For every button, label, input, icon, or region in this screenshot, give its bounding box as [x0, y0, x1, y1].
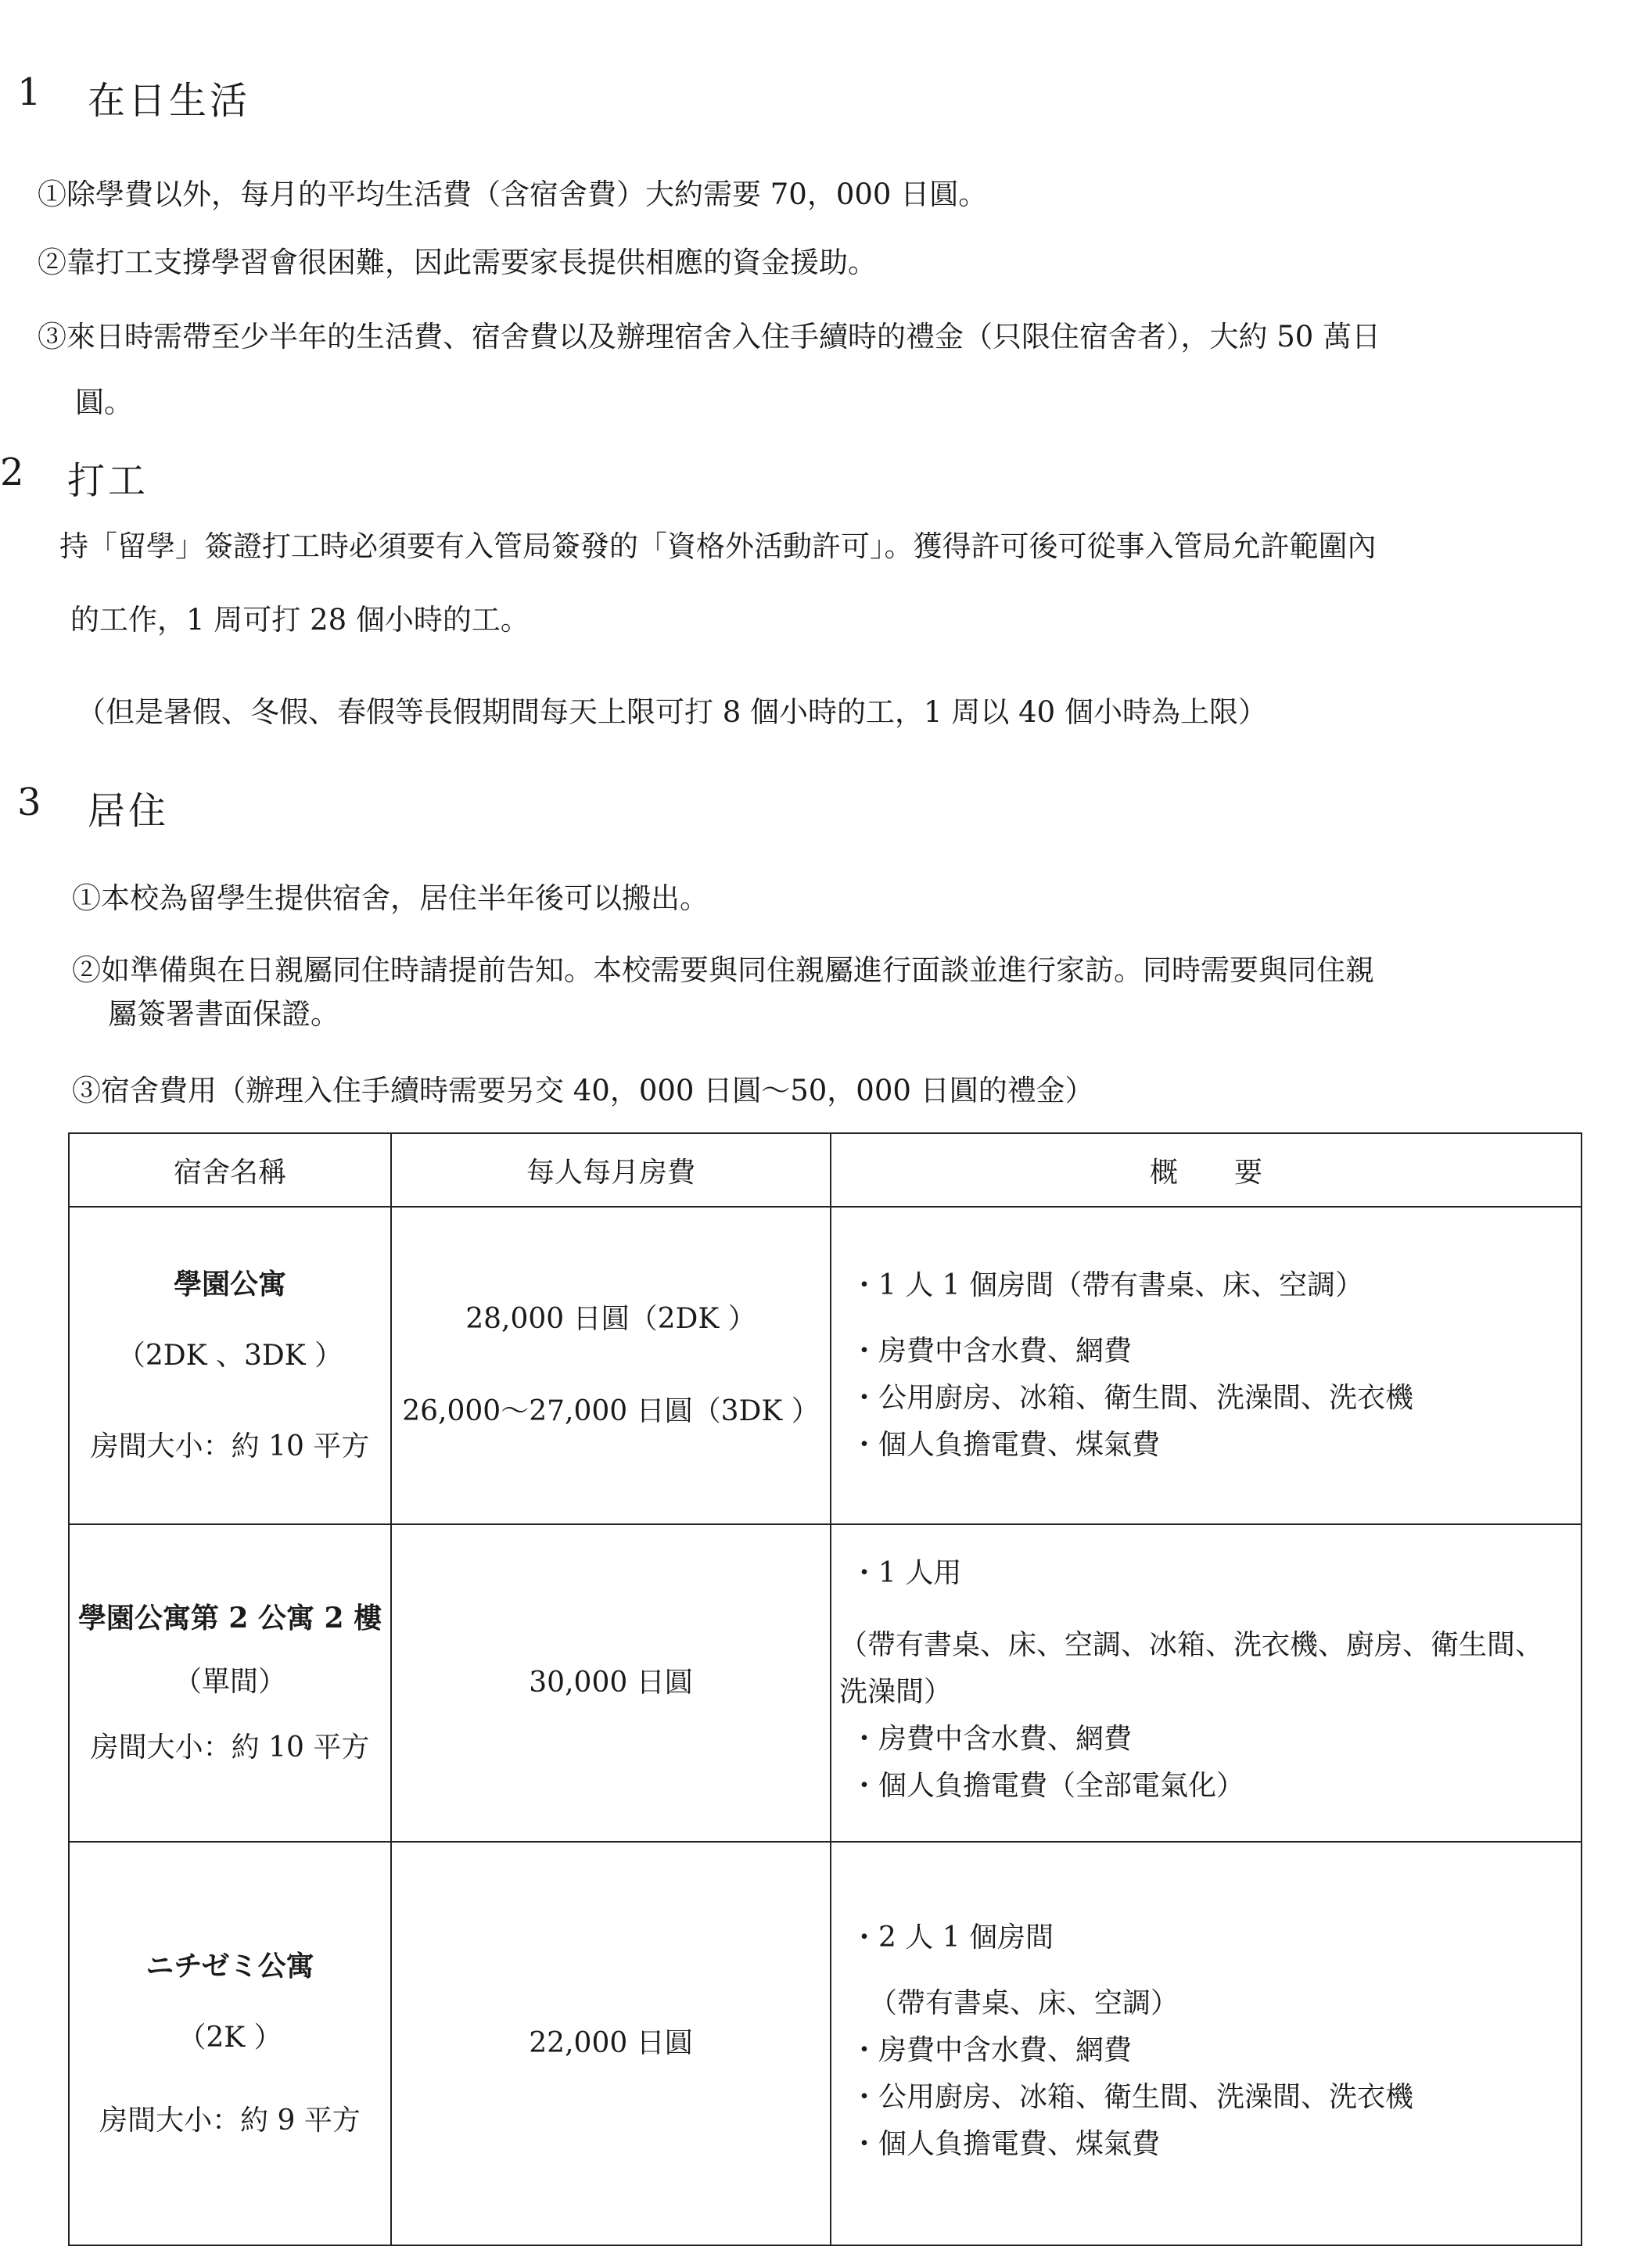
dorm-size: 房間大小：約 10 平方	[90, 1430, 370, 1462]
dormitory-table	[68, 1132, 1582, 2246]
overview-line: ・1 人用	[850, 1557, 962, 1589]
overview-line: ・房費中含水費、網費	[850, 1723, 1133, 1755]
overview-line: ・房費中含水費、網費	[850, 1335, 1133, 1367]
s1-item-3: ③來日時需帶至少半年的生活費、宿舍費以及辦理宿舍入住手續時的禮金（只限住宿舍者），大約 50 萬日	[38, 320, 1381, 353]
table-row	[69, 1207, 1582, 1524]
s3-item-3: ③宿舍費用（辦理入住手續時需要另交 40，000 日圓～50，000 日圓的禮金）	[72, 1074, 1094, 1107]
section-1-title: 在日生活	[88, 79, 251, 123]
rent-cell	[391, 1207, 831, 1524]
section-2-title: 打工	[67, 459, 149, 503]
dorm-name: 學園公寓	[173, 1268, 286, 1301]
dorm-name-cell	[69, 1207, 391, 1524]
overview-line: ・個人負擔電費、煤氣費	[850, 2128, 1161, 2160]
dorm-name-cell	[69, 1842, 391, 2245]
overview-line: ・1 人 1 個房間（帶有書桌、床、空調）	[850, 1269, 1364, 1301]
dorm-type: （2K ）	[178, 2022, 282, 2054]
overview-line: ・公用廚房、冰箱、衛生間、洗澡間、洗衣機	[850, 2081, 1414, 2113]
dorm-size: 房間大小：約 10 平方	[90, 1732, 370, 1764]
s1-item-3-cont: 圓。	[75, 386, 133, 419]
s3-item-2-cont: 屬簽署書面保證。	[108, 997, 339, 1031]
header-dorm-name: 宿舍名稱	[69, 1133, 391, 1207]
dorm-size: 房間大小：約 9 平方	[99, 2105, 361, 2137]
table-row	[69, 1842, 1582, 2245]
overview-line: （帶有書桌、床、空調、冰箱、洗衣機、廚房、衛生間、	[839, 1629, 1544, 1661]
s2-line-1: 持「留學」簽證打工時必須要有入管局簽發的「資格外活動許可」。獲得許可後可從事入管局允許範圍內	[59, 529, 1377, 563]
s1-item-2: ②靠打工支撐學習會很困難，因此需要家長提供相應的資金援助。	[38, 246, 877, 279]
rent-price: 28,000 日圓（2DK ）	[465, 1303, 756, 1335]
s1-item-1: ①除學費以外，每月的平均生活費（含宿舍費）大約需要 70，000 日圓。	[38, 178, 988, 211]
s2-line-2: 的工作，1 周可打 28 個小時的工。	[70, 603, 530, 637]
rent-price-alt: 26,000～27,000 日圓（3DK ）	[402, 1395, 820, 1427]
rent-cell	[391, 1842, 831, 2245]
s3-item-2: ②如準備與在日親屬同住時請提前告知。本校需要與同住親屬進行面談並進行家訪。同時需要與同住親	[72, 953, 1374, 987]
section-2-number: 2	[0, 450, 24, 494]
header-overview: 概 要	[831, 1133, 1582, 1207]
dorm-name: 學園公寓第 2 公寓 2 樓	[77, 1602, 382, 1635]
header-monthly-rent: 每人每月房費	[391, 1133, 831, 1207]
overview-line: 洗澡間）	[839, 1676, 953, 1708]
s3-item-1: ①本校為留學生提供宿舍，居住半年後可以搬出。	[72, 881, 709, 915]
dorm-type: （單間）	[173, 1666, 286, 1698]
rent-price: 22,000 日圓	[529, 2027, 693, 2059]
overview-line: ・公用廚房、冰箱、衛生間、洗澡間、洗衣機	[850, 1382, 1414, 1414]
overview-line: ・個人負擔電費、煤氣費	[850, 1429, 1161, 1461]
dorm-name-cell	[69, 1524, 391, 1842]
section-3-title: 居住	[88, 789, 170, 833]
overview-cell	[831, 1207, 1582, 1524]
overview-cell	[831, 1842, 1582, 2245]
section-3-number: 3	[17, 781, 41, 824]
rent-cell	[391, 1524, 831, 1842]
section-1-number: 1	[17, 70, 41, 114]
overview-line: （帶有書桌、床、空調）	[869, 1987, 1179, 2019]
overview-line: ・2 人 1 個房間	[850, 1922, 1054, 1954]
table-header-row	[69, 1133, 1582, 1207]
dorm-name: ニチゼミ公寓	[145, 1950, 314, 1983]
rent-price: 30,000 日圓	[529, 1667, 693, 1699]
dorm-type: （2DK 、3DK ）	[117, 1340, 343, 1372]
overview-cell	[831, 1524, 1582, 1842]
overview-line: ・個人負擔電費（全部電氣化）	[850, 1770, 1245, 1802]
overview-line: ・房費中含水費、網費	[850, 2034, 1133, 2066]
table-row	[69, 1524, 1582, 1842]
s2-line-3: （但是暑假、冬假、春假等長假期間每天上限可打 8 個小時的工，1 周以 40 個小時為上限）	[77, 695, 1267, 729]
